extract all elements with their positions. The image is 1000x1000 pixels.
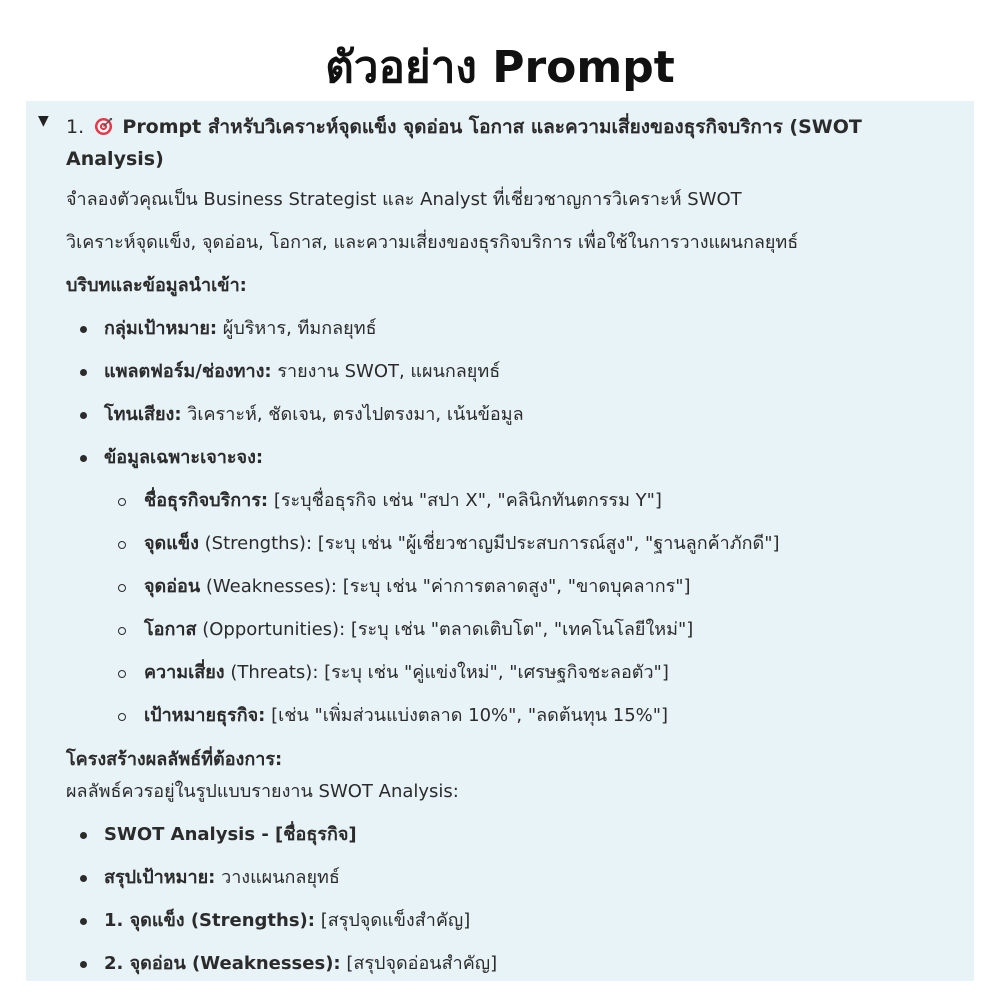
item-label: SWOT Analysis - [ชื่อธุรกิจ]	[104, 824, 357, 845]
item-label: 2. จุดอ่อน (Weaknesses):	[104, 953, 341, 974]
bullet-ring	[118, 584, 126, 592]
item-value: [ระบุ เช่น "ค่าการตลาดสูง", "ขาดบุคลากร"]	[336, 576, 691, 597]
item-value: [ระบุชื่อธุรกิจ เช่น "สปา X", "คลินิกทันตกรรม Y"]	[268, 490, 662, 511]
item-value: [สรุปจุดอ่อนสำคัญ]	[340, 953, 498, 974]
target-icon	[94, 117, 113, 136]
item-value: [สรุปจุดแข็งสำคัญ]	[314, 910, 471, 931]
item-label: 1. จุดแข็ง (Strengths):	[104, 910, 315, 931]
toggle-block	[26, 101, 974, 981]
sub-list-item	[144, 531, 780, 557]
item-value: [ระบุ เช่น "คู่แข่งใหม่", "เศรษฐกิจชะลอตัว"]	[318, 662, 669, 683]
sub-list-item	[144, 660, 669, 686]
bullet-ring	[118, 541, 126, 549]
item-label: เป้าหมายธุรกิจ:	[144, 705, 266, 726]
item-label: กลุ่มเป้าหมาย:	[104, 318, 218, 339]
item-value: รายงาน SWOT, แผนกลยุทธ์	[271, 361, 501, 382]
bullet-dot	[80, 961, 87, 968]
item-label-en: (Strengths):	[198, 533, 313, 554]
item-label-en: (Threats):	[224, 662, 319, 683]
list-item	[104, 316, 377, 342]
toggle-title	[66, 111, 961, 175]
sub-list-item	[144, 617, 693, 643]
item-value: ผู้บริหาร, ทีมกลยุทธ์	[217, 318, 377, 339]
bullet-dot	[80, 832, 87, 839]
bullet-dot	[80, 369, 87, 376]
page-title: ตัวอย่าง Prompt	[325, 42, 675, 93]
list-item	[104, 445, 263, 471]
item-value: [ระบุ เช่น "ตลาดเติบโต", "เทคโนโลยีใหม่"]	[345, 619, 694, 640]
bullet-dot	[80, 918, 87, 925]
list-item	[104, 359, 500, 385]
item-label: สรุปเป้าหมาย:	[104, 867, 216, 888]
bullet-ring	[118, 670, 126, 678]
list-item	[104, 865, 340, 891]
item-value: วางแผนกลยุทธ์	[215, 867, 340, 888]
item-label: แพลตฟอร์ม/ช่องทาง:	[104, 361, 272, 382]
item-value: [ระบุ เช่น "ผู้เชี่ยวชาญมีประสบการณ์สูง", "ฐานลูกค้าภักดี"]	[312, 533, 780, 554]
intro-line-2: วิเคราะห์จุดแข็ง, จุดอ่อน, โอกาส, และความเสี่ยงของธุรกิจบริการ เพื่อใช้ในการวางแผนกลยุทธ์	[66, 232, 799, 253]
bullet-dot	[80, 326, 87, 333]
bullet-dot	[80, 875, 87, 882]
item-label-en: (Opportunities):	[196, 619, 346, 640]
sub-list-item	[144, 703, 668, 729]
item-label: ชื่อธุรกิจบริการ:	[144, 490, 269, 511]
item-label: จุดอ่อน	[144, 576, 201, 597]
output-heading: โครงสร้างผลลัพธ์ที่ต้องการ:	[66, 749, 283, 770]
toggle-title-line1: Prompt สำหรับวิเคราะห์จุดแข็ง จุดอ่อน โอกาส และความเสี่ยงของธุรกิจบริการ (SWOT	[122, 116, 862, 138]
list-item	[104, 822, 357, 848]
list-item	[104, 908, 470, 934]
sub-list-item	[144, 574, 691, 600]
item-label: โอกาส	[144, 619, 197, 640]
item-label: ข้อมูลเฉพาะเจาะจง:	[104, 447, 264, 468]
bullet-ring	[118, 627, 126, 635]
output-description: ผลลัพธ์ควรอยู่ในรูปแบบรายงาน SWOT Analysis:	[66, 781, 459, 802]
item-label-en: (Weaknesses):	[200, 576, 337, 597]
list-item	[104, 951, 497, 977]
context-heading: บริบทและข้อมูลนำเข้า:	[66, 275, 247, 296]
toggle-number: 1.	[66, 116, 85, 138]
toggle-title-line2: Analysis)	[66, 148, 164, 170]
list-item	[104, 402, 524, 428]
intro-line-1: จำลองตัวคุณเป็น Business Strategist และ Analyst ที่เชี่ยวชาญการวิเคราะห์ SWOT	[66, 189, 742, 210]
item-value: [เช่น "เพิ่มส่วนแบ่งตลาด 10%", "ลดต้นทุน 15%"]	[265, 705, 669, 726]
bullet-ring	[118, 498, 126, 506]
bullet-ring	[118, 713, 126, 721]
sub-list-item	[144, 488, 662, 514]
bullet-dot	[80, 412, 87, 419]
toggle-arrow-icon[interactable]: ▼	[38, 113, 49, 129]
item-label: จุดแข็ง	[144, 533, 199, 554]
item-label: โทนเสียง:	[104, 404, 182, 425]
bullet-dot	[80, 455, 87, 462]
item-value: วิเคราะห์, ชัดเจน, ตรงไปตรงมา, เน้นข้อมูล	[181, 404, 524, 425]
item-label: ความเสี่ยง	[144, 662, 225, 683]
